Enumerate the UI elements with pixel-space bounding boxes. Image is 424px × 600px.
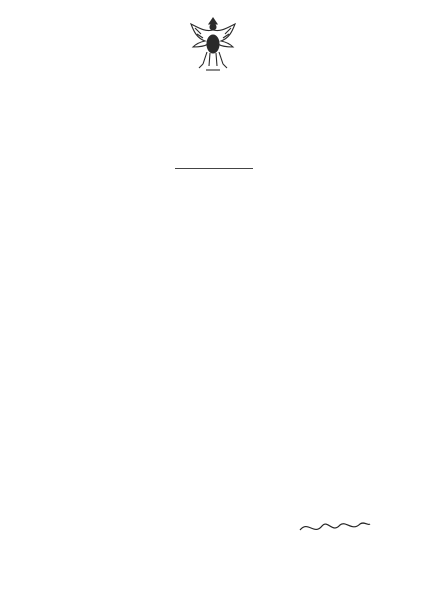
subject-line — [38, 131, 390, 143]
subject-line — [38, 119, 390, 131]
item-2-line — [40, 319, 386, 331]
item-1-line — [40, 240, 386, 252]
item-3-line — [40, 349, 386, 361]
item-1-line — [40, 228, 386, 240]
announcement-body — [40, 186, 386, 398]
item-1-line — [40, 252, 386, 264]
signature-mark — [294, 516, 374, 538]
item-1-line — [40, 265, 386, 277]
total-line — [40, 385, 386, 397]
garuda-emblem-icon — [187, 14, 239, 74]
item-3-line — [40, 336, 386, 348]
item-2-line — [40, 307, 386, 319]
divider — [175, 168, 253, 169]
body-line — [40, 198, 386, 210]
subject-line — [38, 143, 390, 155]
announcement-subject — [38, 119, 390, 155]
item-2-line — [40, 282, 386, 294]
item-2-line — [40, 294, 386, 306]
body-line — [40, 211, 386, 223]
item-3-line — [40, 361, 386, 373]
item-3-line — [40, 373, 386, 385]
body-line — [40, 186, 386, 198]
